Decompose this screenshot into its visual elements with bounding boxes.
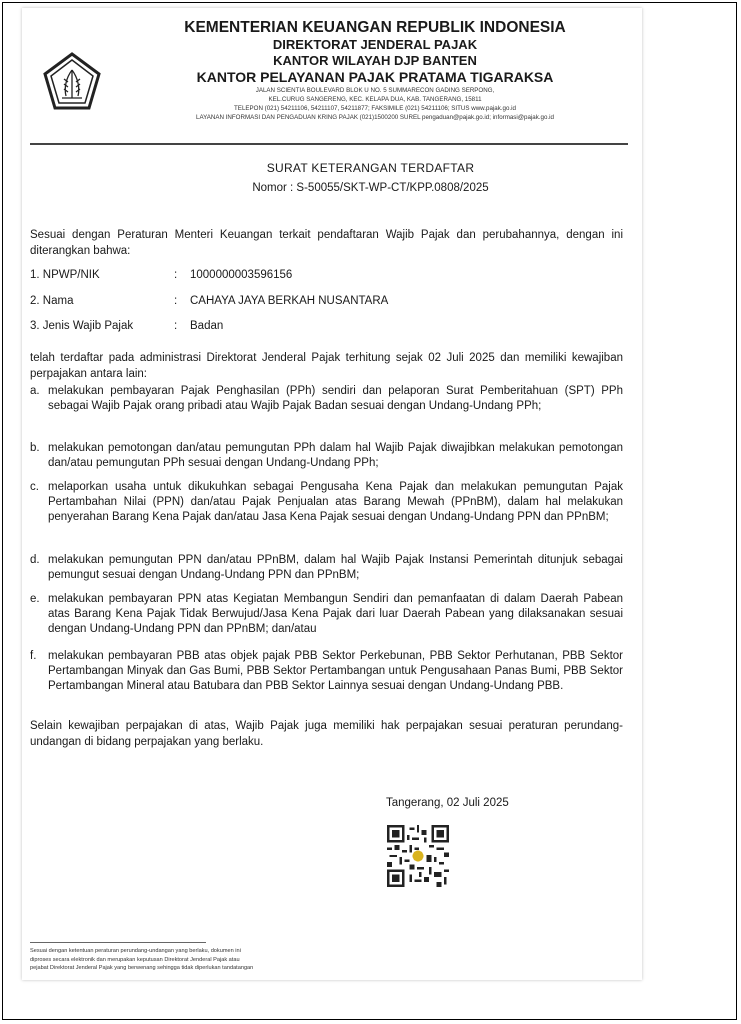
obligation-marker: a. — [30, 385, 40, 397]
registration-paragraph: telah terdaftar pada administrasi Direktorat Jenderal Pajak terhitung sejak 02 Juli 2025 dan memiliki kewajiban perpajakan antara lain: — [30, 352, 623, 380]
field-label-type: 3. Jenis Wajib Pajak — [30, 320, 134, 332]
field-value-type: Badan — [190, 320, 224, 332]
complaint-line: LAYANAN INFORMASI DAN PENGADUAN KRING PAJAK (021)1500200 SUREL pengaduan@pajak.go.id; informasi@pajak.go.id — [196, 114, 554, 121]
footnote-divider — [30, 942, 206, 943]
contact-line: TELEPON (021) 54211106, 54211107, 54211877; FAKSIMILE (021) 54211106; SITUS www.pajak.go.id — [234, 105, 516, 112]
address-line-1: JALAN SCIENTIA BOULEVARD BLOK U NO. 5 SUMMARECON GADING SERPONG, — [255, 87, 495, 94]
obligation-marker: f. — [30, 650, 37, 662]
regional-office: KANTOR WILAYAH DJP BANTEN — [273, 53, 477, 68]
footnote-line: Sesuai dengan ketentuan peraturan perundang-undangan yang berlaku, dokumen ini — [30, 948, 241, 954]
document-title: SURAT KETERANGAN TERDAFTAR — [266, 161, 475, 175]
qr-code-icon — [387, 825, 449, 887]
obligation-text: melakukan pemotongan dan/atau pemungutan PPh dalam hal Wajib Pajak diwajibkan melakukan pemotongan dan/atau pemungutan PPh sesuai dengan Undang-Undang PPh; — [48, 442, 623, 470]
header-divider — [30, 143, 628, 145]
footnote-line: diproses secara elektronik dan merupakan keputusan Direktorat Jenderal Pajak atau — [30, 956, 240, 963]
obligation-marker: e. — [30, 593, 40, 605]
field-sep: : — [174, 320, 178, 332]
field-label-npwp: 1. NPWP/NIK — [30, 269, 100, 281]
address-line-2: KEL.CURUG SANGERENG, KEC. KELAPA DUA, KAB. TANGERANG, 15811 — [268, 96, 482, 103]
obligation-item — [30, 384, 623, 414]
letterhead — [100, 18, 650, 122]
footnote-line: pejabat Direktorat Jenderal Pajak yang berwenang sehingga tidak diperlukan tandatangan — [30, 965, 254, 971]
field-sep: : — [174, 295, 178, 307]
obligation-item — [30, 480, 623, 526]
ministry-name: KEMENTERIAN KEUANGAN REPUBLIK INDONESIA — [184, 19, 566, 36]
obligation-text: melakukan pembayaran PBB atas objek pajak PBB Sektor Perkebunan, PBB Sektor Perhutanan, PBB Sektor Pertambangan Minyak dan Gas Bumi, PBB Sektor Pertambangan untuk Pengusahaan Panas Bumi, PBB Sektor Pertambangan Mineral atau Batubara dan PBB Sektor Lainnya sesuai dengan Undang-Undang PBB. — [48, 650, 623, 693]
obligation-item — [30, 553, 623, 583]
obligation-item — [30, 592, 623, 638]
obligation-marker: b. — [30, 442, 40, 454]
obligation-item — [30, 441, 623, 471]
tax-office: KANTOR PELAYANAN PAJAK PRATAMA TIGARAKSA — [196, 69, 554, 85]
obligation-text: melakukan pembayaran Pajak Penghasilan (PPh) sendiri dan pelaporan Surat Pemberitahuan (SPT) PPh sebagai Wajib Pajak orang pribadi atau Wajib Pajak Badan sesuai dengan Undang-Undang PPh; — [48, 385, 623, 413]
field-sep: : — [174, 269, 178, 281]
obligation-item — [30, 649, 623, 695]
field-value-npwp: 1000000003596156 — [190, 269, 293, 281]
obligation-text: melakukan pemungutan PPN dan/atau PPnBM, dalam hal Wajib Pajak Instansi Pemerintah ditunjuk sebagai pemungut sesuai dengan Undang-Undang PPN dan PPnBM; — [48, 554, 623, 582]
place-date: Tangerang, 02 Juli 2025 — [386, 797, 509, 809]
obligation-text: melakukan pembayaran PPN atas Kegiatan Membangun Sendiri dan pemanfaatan di dalam Daerah Pabean atas Barang Kena Pajak Tidak Berwujud/Jasa Kena Pajak dari luar Daerah Pabean yang dilaksanakan sesuai dengan Undang-Undang PPN dan PPnBM; dan/atau — [48, 593, 623, 636]
closing-paragraph: Selain kewajiban perpajakan di atas, Wajib Pajak juga memiliki hak perpajakan sesuai peraturan perundang-undangan di bidang perpajakan yang berlaku. — [30, 720, 623, 748]
field-value-name: CAHAYA JAYA BERKAH NUSANTARA — [190, 295, 389, 307]
ministry-logo-icon — [42, 52, 102, 112]
directorate-name: DIREKTORAT JENDERAL PAJAK — [272, 37, 478, 52]
intro-paragraph: Sesuai dengan Peraturan Menteri Keuangan terkait pendaftaran Wajib Pajak dan perubahannya, dengan ini diterangkan bahwa: — [30, 229, 623, 257]
footnote — [30, 947, 390, 973]
field-label-name: 2. Nama — [30, 295, 74, 307]
obligation-marker: c. — [30, 481, 39, 493]
document-number: Nomor : S-50055/SKT-WP-CT/KPP.0808/2025 — [252, 182, 489, 194]
obligation-marker: d. — [30, 554, 40, 566]
obligation-text: melaporkan usaha untuk dikukuhkan sebagai Pengusaha Kena Pajak dan melakukan pemungutan Pajak Pertambahan Nilai (PPN) dan/atau Pajak Penjualan atas Barang Mewah (PPnBM), dalam hal melakukan penyerahan Barang Kena Pajak dan/atau Jasa Kena Pajak sesuai dengan Undang-Undang PPN dan PPnBM; — [48, 481, 623, 524]
